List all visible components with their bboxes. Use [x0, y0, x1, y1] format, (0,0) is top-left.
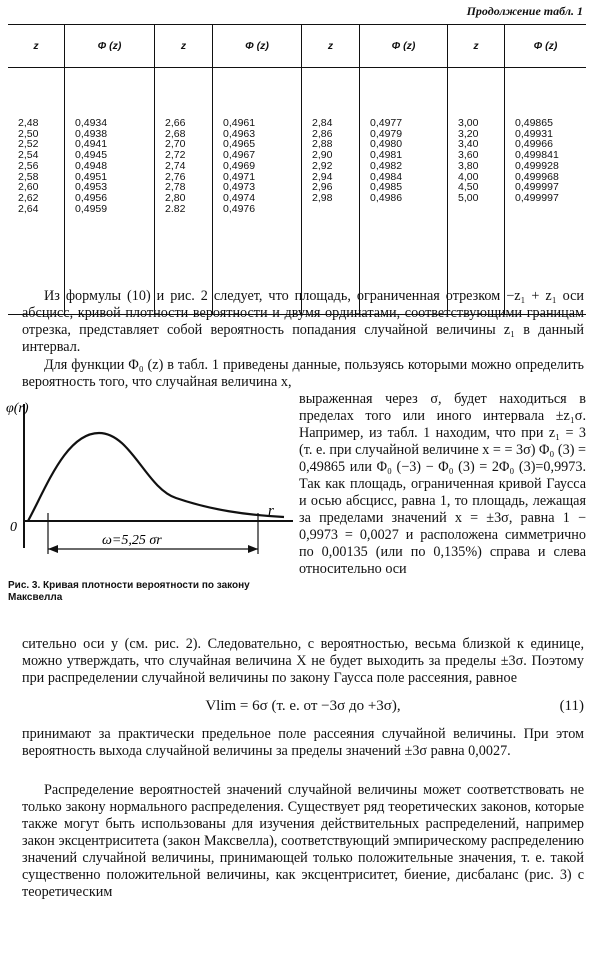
density-curve	[28, 433, 284, 521]
figure-caption: Рис. 3. Кривая плотности вероятности по закону Максвелла	[8, 580, 250, 603]
table-header-row	[8, 25, 586, 68]
paragraph: Из формулы (10) и рис. 2 следует, что площадь, ограниченная отрезком −z₁ + z₁ оси абсцисс, кривой плотности вероятности и двумя ординатами, соответствующими границам отрезка, представляет собой вероятность попадания случайной величины z₁ в данный интервал.	[22, 288, 584, 355]
arrow-head-right	[248, 545, 258, 553]
table-column-values: 0,4961 0,4963 0,4965 0,4967 0,4969 0,4971 0,4973 0,4974 0,4976	[213, 68, 302, 315]
column-header: z	[8, 25, 65, 68]
column-header: z	[302, 25, 360, 68]
origin-label: 0	[10, 520, 17, 535]
formula-11	[22, 698, 584, 722]
column-header: z	[155, 25, 213, 68]
table-column-values: 0,49865 0,49931 0,49966 0,499841 0,499928 0,499968 0,499997 0,499997	[505, 68, 587, 315]
table-column-values: 0,4977 0,4979 0,4980 0,4981 0,4982 0,4984 0,4985 0,4986	[360, 68, 448, 315]
y-axis-label: φ(r)	[6, 401, 29, 416]
paragraph: Распределение вероятностей значений случайной величины может соответствовать не только закону нормального распределения. Существует ряд теоретических законов, которые также могут быть использованы для изучения действительных распределений, например закон эксцентриситета (закон Максвелла), соответствующий эмпирическому распределению значений случайной величины, принимающей только положительные значения, т. е. такой существенно положительной величины, как эксцентриситет, биение, дисбаланс (рис. 3) с теоретическим	[22, 782, 584, 900]
paragraph: принимают за практически предельное поле рассеяния случайной величины. При этом вероятность выхода случайной величины за пределы значений ±3σ равна 0,0027.	[22, 726, 584, 759]
phi-values-table	[8, 24, 586, 315]
omega-label: ω=5,25 σr	[102, 533, 162, 548]
paragraph-beside-figure: выраженная через σ, будет находиться в пределах того или иного интервала ±z₁σ. Например, из табл. 1 находим, что при z₁ = 3 (т. е. при случайной величине x = = 3σ) Φ₀ (3) = 0,49865 или Φ₀ (−3) − Φ₀ (3) = 2Φ₀ (3)=0,9973. Так как площадь, ограниченная кривой Гаусса и осью абсцисс, равна 1, то площадь, лежащая за пределами значений x = ±3σ, равна 1 − 0,9973 = 0,0027 и расположена симметрично по 0,00135 (или по 0,135%) справа и слева относительно оси	[299, 391, 586, 577]
table-column-values: 0,4934 0,4938 0,4941 0,4945 0,4948 0,4951 0,4953 0,4956 0,4959	[65, 68, 155, 315]
table-continuation-label: Продолжение табл. 1	[466, 4, 583, 18]
table-column-values: 2,66 2,68 2,70 2,72 2,74 2,76 2,78 2,80 2.82	[155, 68, 213, 315]
table-column-values: 3,00 3,20 3,40 3,60 3,80 4,00 4,50 5,00	[448, 68, 505, 315]
paragraph: Для функции Φ₀ (z) в табл. 1 приведены данные, пользуясь которыми можно определить вероятность того, что случайная величина x,	[22, 357, 584, 390]
formula-number: (11)	[559, 698, 584, 714]
column-header: Φ (z)	[213, 25, 302, 68]
maxwell-density-figure	[6, 398, 296, 568]
column-header: Φ (z)	[505, 25, 587, 68]
x-axis-label: r	[268, 503, 274, 519]
column-header: z	[448, 25, 505, 68]
paragraph: сительно оси y (см. рис. 2). Следовательно, с вероятностью, весьма близкой к единице, можно утверждать, что случайная величина X не будет выходить за пределы ±3σ. Поэтому при распределении случайной величины по закону Гаусса поле рассеяния, равное	[22, 636, 584, 686]
column-header: Φ (z)	[65, 25, 155, 68]
table-column-values: 2,48 2,50 2,52 2,54 2,56 2,58 2,60 2,62 2,64	[8, 68, 65, 315]
formula-expression: Vlim = 6σ (т. е. от −3σ до +3σ),	[205, 698, 401, 714]
arrow-head-left	[48, 545, 58, 553]
table-body-row	[8, 68, 586, 315]
table-column-values: 2,84 2,86 2,88 2,90 2,92 2,94 2,96 2,98	[302, 68, 360, 315]
column-header: Φ (z)	[360, 25, 448, 68]
